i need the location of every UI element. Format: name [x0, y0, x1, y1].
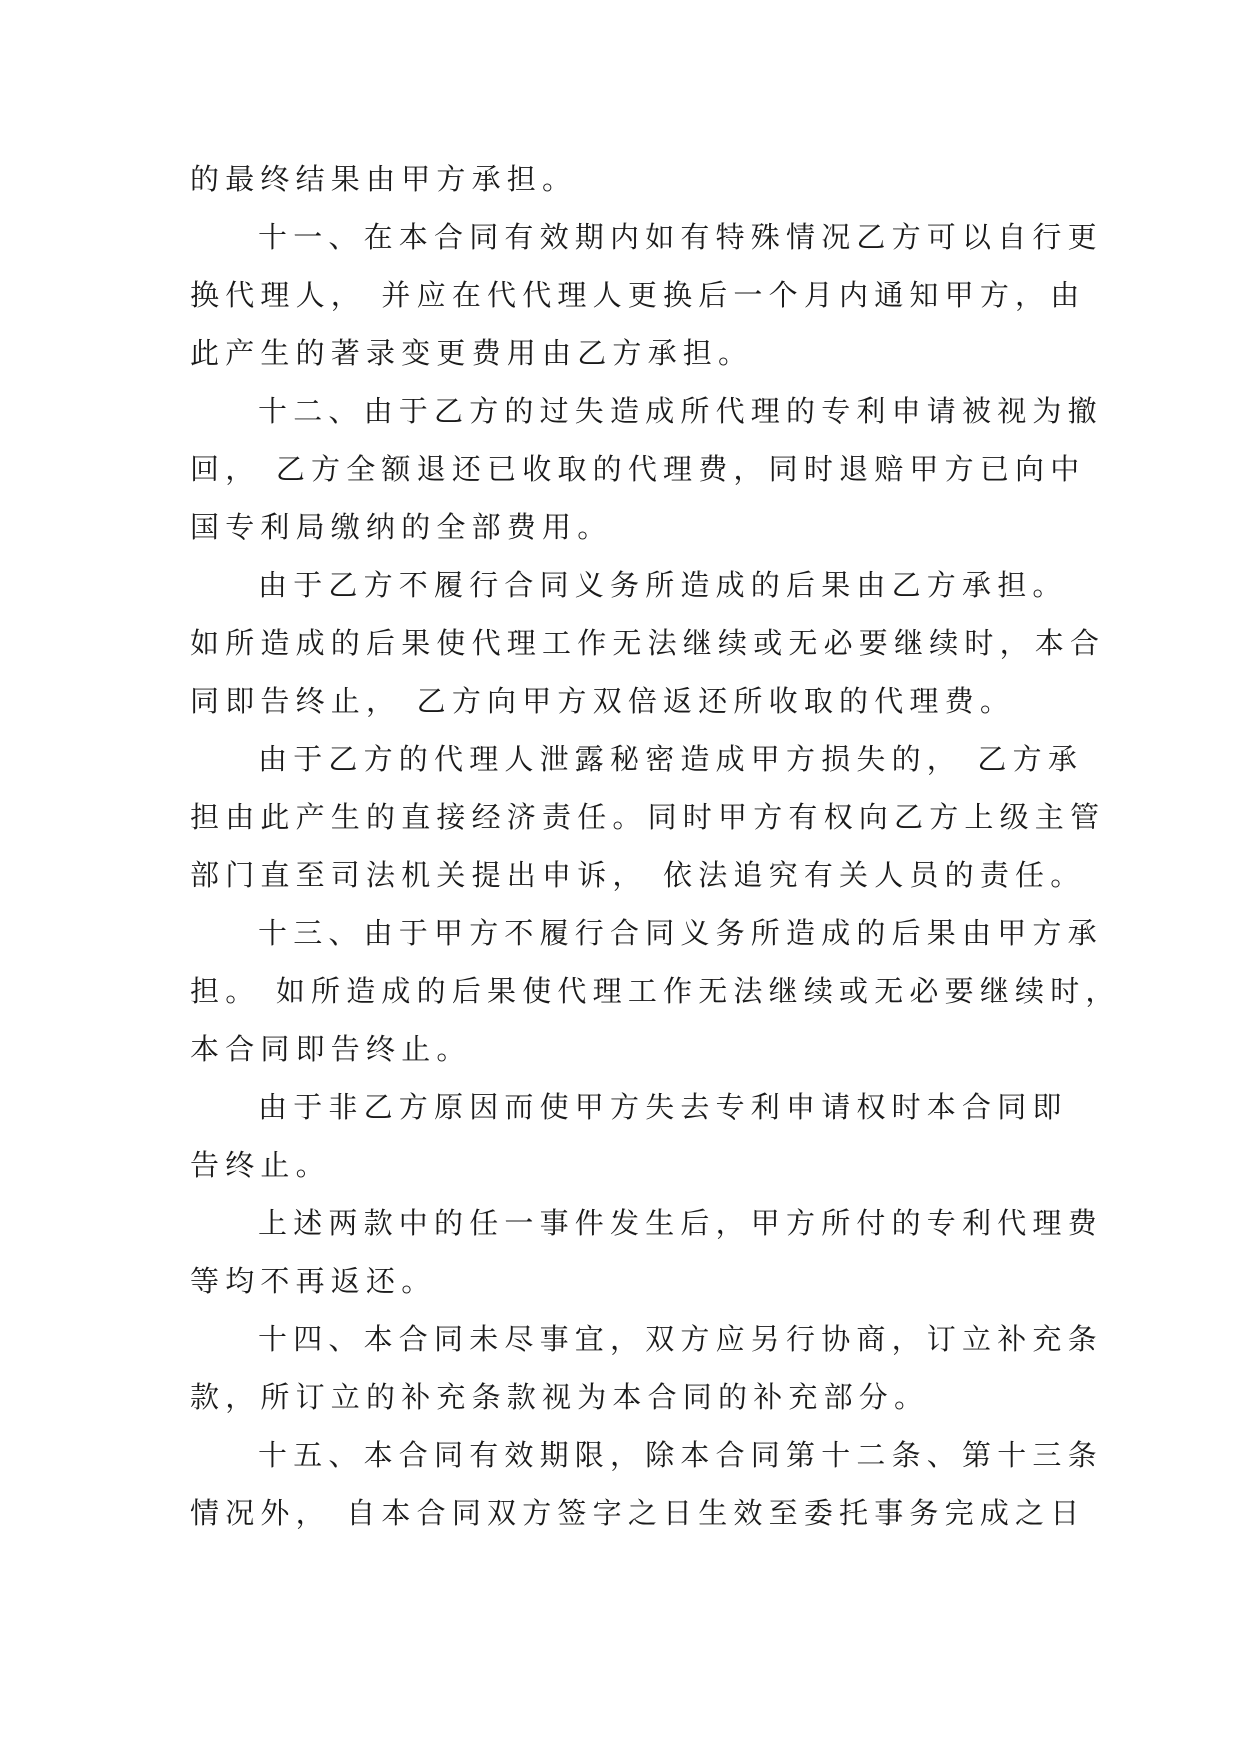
text-line: 由于乙方的代理人泄露秘密造成甲方损失的， 乙方承 [258, 742, 1084, 776]
text-line: 上述两款中的任一事件发生后，甲方所付的专利代理费 [258, 1206, 1103, 1240]
text-line: 十五、本合同有效期限，除本合同第十二条、第十三条 [258, 1438, 1103, 1472]
text-line: 本合同即告终止。 [190, 1032, 472, 1066]
text-line: 十四、本合同未尽事宜，双方应另行协商，订立补充条 [258, 1322, 1103, 1356]
text-line: 回， 乙方全额退还已收取的代理费，同时退赔甲方已向中 [190, 452, 1086, 486]
text-line: 由于非乙方原因而使甲方失去专利申请权时本合同即 [258, 1090, 1068, 1124]
text-line: 担由此产生的直接经济责任。同时甲方有权向乙方上级主管 [190, 800, 1106, 834]
text-line: 告终止。 [190, 1148, 331, 1182]
text-line: 十三、由于甲方不履行合同义务所造成的后果由甲方承 [258, 916, 1103, 950]
text-line: 担。 如所造成的后果使代理工作无法继续或无必要继续时， [190, 974, 1121, 1008]
text-line: 此产生的著录变更费用由乙方承担。 [190, 336, 754, 370]
text-line: 十二、由于乙方的过失造成所代理的专利申请被视为撤 [258, 394, 1103, 428]
text-line: 等均不再返还。 [190, 1264, 437, 1298]
text-line: 款，所订立的补充条款视为本合同的补充部分。 [190, 1380, 930, 1414]
text-line: 的最终结果由甲方承担。 [190, 162, 578, 196]
text-line: 国专利局缴纳的全部费用。 [190, 510, 613, 544]
text-line: 情况外， 自本合同双方签字之日生效至委托事务完成之日 [190, 1496, 1086, 1530]
text-line: 如所造成的后果使代理工作无法继续或无必要继续时，本合 [190, 626, 1106, 660]
document-page [190, 150, 1121, 1542]
text-line: 部门直至司法机关提出申诉， 依法追究有关人员的责任。 [190, 858, 1086, 892]
text-line: 换代理人， 并应在代代理人更换后一个月内通知甲方，由 [190, 278, 1086, 312]
text-line: 同即告终止， 乙方向甲方双倍返还所收取的代理费。 [190, 684, 1016, 718]
text-line: 十一、在本合同有效期内如有特殊情况乙方可以自行更 [258, 220, 1103, 254]
text-line: 由于乙方不履行合同义务所造成的后果由乙方承担。 [258, 568, 1068, 602]
